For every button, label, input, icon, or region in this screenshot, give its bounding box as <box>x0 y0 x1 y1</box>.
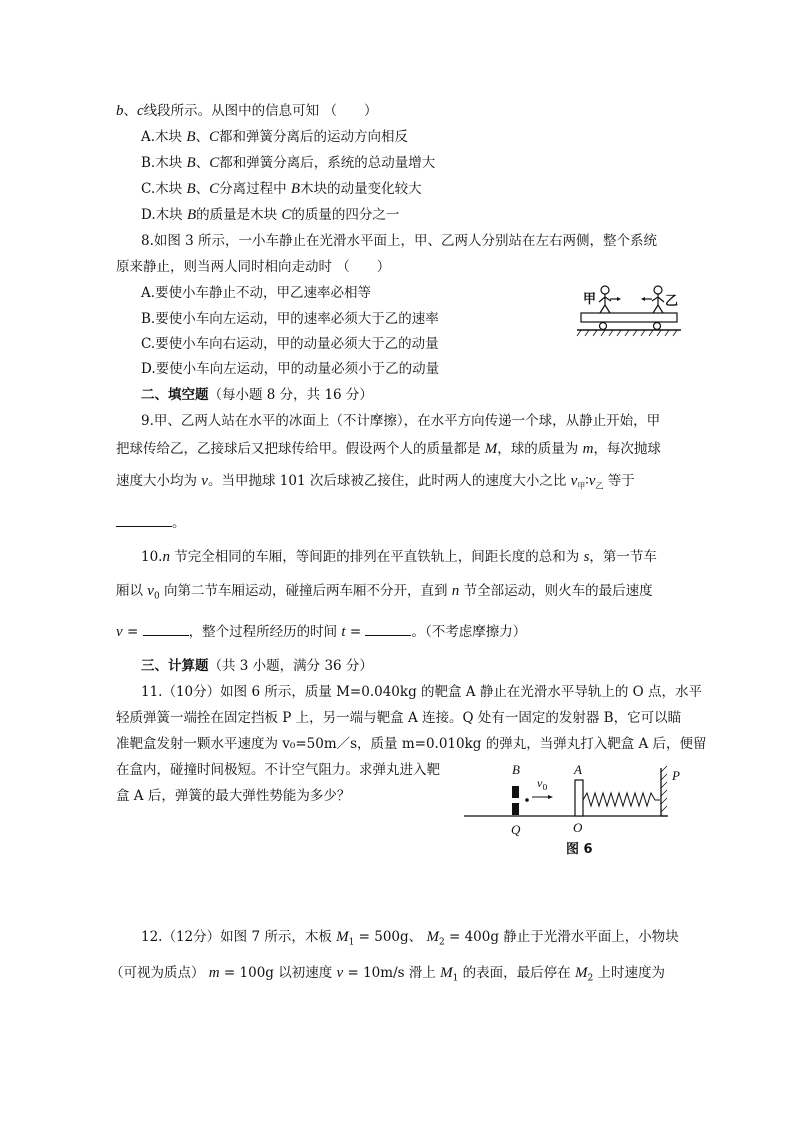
q9-line2 <box>116 440 661 458</box>
var-M: M <box>484 441 498 457</box>
var-b: b <box>116 103 124 119</box>
q8-option-a: A.要使小车静止不动，甲乙速率必相等 <box>141 285 372 301</box>
var-n: n <box>162 549 170 565</box>
q8-option-b: B.要使小车向左运动，甲的速率必须大于乙的速率 <box>141 311 439 327</box>
section-3-note: （共 3 小题，满分 36 分） <box>208 658 373 674</box>
label-v0 <box>537 776 547 792</box>
q11-line4: 在盒内，碰撞时间极短。不计空气阻力。求弹丸进入靶 <box>116 762 440 778</box>
var-m: m <box>582 441 594 457</box>
label-Q: Q <box>511 822 521 837</box>
figure-6 <box>462 760 702 860</box>
q7-option-b <box>141 154 435 172</box>
q7-stem-text: 线段所示。从图中的信息可知 （ ） <box>143 103 378 119</box>
option-text: 分离过程中 <box>219 181 291 197</box>
sub-0: 0 <box>542 783 548 793</box>
var-v-yi: v <box>588 473 596 489</box>
q8-option-d: D.要使小车向左运动，甲的动量必须小于乙的动量 <box>141 361 440 377</box>
q7-stem <box>116 102 377 120</box>
q7-option-c <box>141 180 422 198</box>
q9-line3 <box>116 472 635 496</box>
option-text: 都和弹簧分离后的运动方向相反 <box>219 129 409 145</box>
answer-blank[interactable] <box>116 514 172 527</box>
q10-text: ，第一节车 <box>589 549 657 565</box>
q10-text: 节全部运动，则火车的最后速度 <box>459 583 653 599</box>
q10-line1 <box>141 548 657 566</box>
q10-line2 <box>116 582 653 606</box>
option-text: 、 <box>195 129 210 145</box>
section-2-heading <box>141 386 373 404</box>
var-M2: M <box>574 965 588 981</box>
var-C: C <box>209 155 220 171</box>
q10-text: 。（不考虑摩擦力） <box>411 624 527 640</box>
answer-blank-time[interactable] <box>365 623 411 636</box>
q10-text: 厢以 <box>116 583 148 599</box>
q10-line3 <box>116 623 526 641</box>
option-text: 的质量是木块 <box>196 207 282 223</box>
q12-text: 上时速度为 <box>593 965 665 981</box>
option-text: D.木块 <box>141 207 187 223</box>
section-3-title: 三、计算题 <box>141 658 209 674</box>
answer-blank-velocity[interactable] <box>143 623 189 636</box>
q9-text: 速度大小均为 <box>116 473 202 489</box>
q12-text: = 400g 静止于光滑水平面上，小物块 <box>444 929 679 945</box>
label-A: A <box>574 762 582 777</box>
var-n: n <box>451 583 460 599</box>
label-B: B <box>512 762 520 777</box>
q11-line3: 准靶盒发射一颗水平速度为 v₀=50m／s，质量 m=0.010kg 的弹丸，当弹丸打入靶盒 A 后，便留 <box>116 736 707 752</box>
sub-2: 2 <box>438 937 445 948</box>
q9-text: 等于 <box>603 473 635 489</box>
sub-jia: 甲 <box>577 481 586 491</box>
sub-1: 1 <box>348 937 355 948</box>
q9-text: 把球传给乙，乙接球后又把球传给甲。假设两个人的质量都是 <box>116 441 485 457</box>
q9-text: ，每次抛球 <box>593 441 661 457</box>
q12-text: = 100g 以初速度 <box>219 965 337 981</box>
q12-text: = 10m/s 滑上 <box>343 965 441 981</box>
option-text: 、 <box>195 155 210 171</box>
var-v: v <box>201 473 208 489</box>
q12-text: （可视为质点） <box>110 965 209 981</box>
option-text: C.木块 <box>141 181 187 197</box>
q10-text: 向第二节车厢运动，碰撞后两车厢不分开，直到 <box>159 583 452 599</box>
section-2-title: 二、填空题 <box>141 387 209 403</box>
label-O: O <box>573 820 583 835</box>
q7-option-d <box>141 206 399 224</box>
q12-text: = 500g、 <box>354 929 427 945</box>
q11-line1: 11.（10分）如图 6 所示，质量 M=0.040kg 的靶盒 A 静止在光滑水平导轨上的 O 点，水平 <box>141 684 702 700</box>
option-text: B.木块 <box>141 155 187 171</box>
label-jia: 甲 <box>583 292 597 307</box>
option-text: 木块的动量变化较大 <box>300 181 422 197</box>
q7-sep: 、 <box>123 103 137 119</box>
option-text: 、 <box>195 181 210 197</box>
var-M1: M <box>336 929 349 945</box>
var-B: B <box>186 207 197 223</box>
equals-sign: = <box>345 624 366 640</box>
var-v: v <box>537 776 543 790</box>
var-B: B <box>186 129 196 145</box>
var-s: s <box>583 549 590 565</box>
q9-text: ，球的质量为 <box>497 441 583 457</box>
label-yi: 乙 <box>665 294 679 309</box>
figure-3-cart <box>575 282 685 340</box>
figure-6-caption: 图 6 <box>566 842 593 857</box>
section-2-note: （每小题 8 分，共 16 分） <box>208 387 373 403</box>
equals-sign: = <box>122 624 143 640</box>
q12-text: 12.（12分）如图 7 所示，木板 <box>141 929 337 945</box>
section-3-heading <box>141 657 373 675</box>
var-C: C <box>209 129 220 145</box>
q10-text: 节完全相同的车厢，等间距的排列在平直铁轨上，间距长度的总和为 <box>169 549 584 565</box>
q10-text: ，整个过程所经历的时间 <box>188 624 342 640</box>
option-text: 的质量的四分之一 <box>291 207 400 223</box>
q12-text: 的表面，最后停在 <box>458 965 575 981</box>
var-v0: v <box>147 583 154 599</box>
q8-line1: 8.如图 3 所示，一小车静止在光滑水平面上，甲、乙两人分别站在左右两侧，整个系统 <box>141 233 658 249</box>
var-c: c <box>137 103 144 119</box>
var-v: v <box>336 965 344 981</box>
q11-line2: 轻质弹簧一端拴在固定挡板 P 上，另一端与靶盒 A 连接。Q 处有一固定的发射器 B，它可以瞄 <box>116 710 682 726</box>
q7-option-a <box>141 128 408 146</box>
q11-line5: 盒 A 后，弹簧的最大弹性势能为多少？ <box>116 788 351 804</box>
q9-text: 。当甲抛球 101 次后球被乙接住，此时两人的速度大小之比 <box>207 473 571 489</box>
q12-line2 <box>110 964 665 988</box>
sub-2: 2 <box>587 973 594 984</box>
q9-answer-line <box>116 514 186 532</box>
var-t: t <box>341 624 346 640</box>
ratio-colon: ∶ <box>585 473 589 489</box>
q10-number: 10. <box>141 549 163 565</box>
q9-line1: 9.甲、乙两人站在水平的冰面上（不计摩擦），在水平方向传递一个球，从静止开始，甲 <box>141 413 661 429</box>
q9-text: 。 <box>172 515 186 531</box>
q8-option-c: C.要使小车向右运动，甲的动量必须大于乙的动量 <box>141 336 439 352</box>
var-B: B <box>290 181 301 197</box>
sub-1: 1 <box>452 973 459 984</box>
var-B: B <box>186 181 196 197</box>
var-v-jia: v <box>570 473 578 489</box>
var-M2: M <box>426 929 439 945</box>
var-M1: M <box>440 965 453 981</box>
var-m: m <box>208 965 220 981</box>
var-C: C <box>281 207 292 223</box>
var-C: C <box>209 181 220 197</box>
sub-0: 0 <box>153 591 160 602</box>
q8-line2: 原来静止，则当两人同时相向走动时 （ ） <box>116 259 391 275</box>
var-B: B <box>186 155 196 171</box>
var-v: v <box>116 624 123 640</box>
option-text: A.木块 <box>141 129 187 145</box>
label-P: P <box>672 768 680 783</box>
option-text: 都和弹簧分离后，系统的总动量增大 <box>219 155 436 171</box>
sub-yi: 乙 <box>595 481 604 491</box>
q12-line1 <box>141 928 679 952</box>
